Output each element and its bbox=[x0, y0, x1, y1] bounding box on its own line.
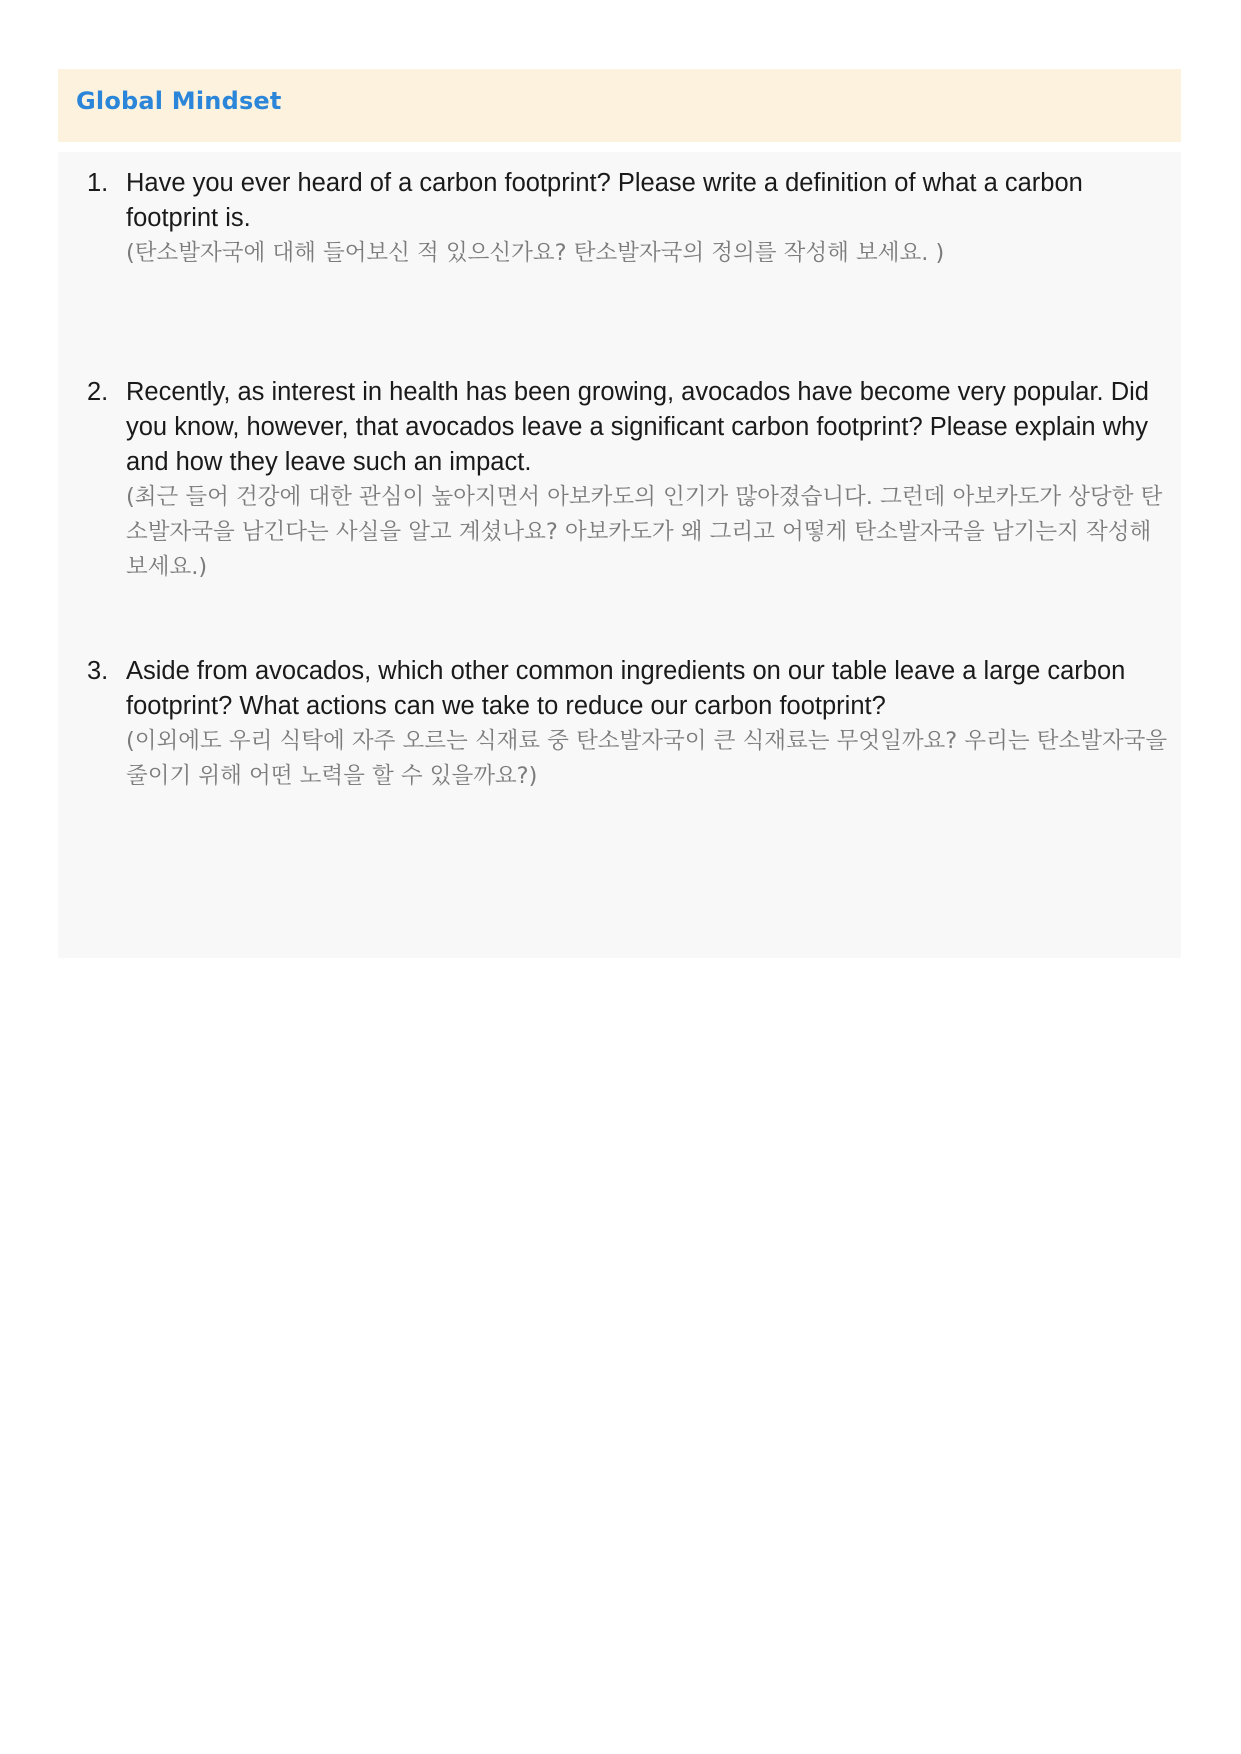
section-title: Global Mindset bbox=[76, 87, 282, 115]
question-text-korean: (최근 들어 건강에 대한 관심이 높아지면서 아보카도의 인기가 많아졌습니다. 그런데 아보카도가 상당한 탄소발자국을 남긴다는 사실을 알고 계셨나요? 아보카도가 왜 그리고 어떻게 탄소발자국을 남기는지 작성해 보세요.) bbox=[126, 484, 1163, 580]
question-text-english: Have you ever heard of a carbon footprint? Please write a definition of what a carbon footprint is. bbox=[126, 169, 1083, 232]
question-text-korean: (탄소발자국에 대해 들어보신 적 있으신가요? 탄소발자국의 정의를 작성해 보세요. ) bbox=[126, 240, 945, 266]
question-number: 3. bbox=[87, 657, 109, 685]
question-body bbox=[126, 654, 1171, 794]
question-text-english: Aside from avocados, which other common ingredients on our table leave a large carbon footprint? What actions can we take to reduce our carbon footprint? bbox=[126, 657, 1126, 720]
question-number: 2. bbox=[87, 378, 109, 406]
questions-panel bbox=[58, 152, 1181, 958]
question-number: 1. bbox=[87, 169, 109, 197]
question-text-korean: (이외에도 우리 식탁에 자주 오르는 식재료 중 탄소발자국이 큰 식재료는 무엇일까요? 우리는 탄소발자국을 줄이기 위해 어떤 노력을 할 수 있을까요?) bbox=[126, 728, 1168, 789]
question-body bbox=[126, 166, 1171, 271]
section-header bbox=[58, 69, 1181, 142]
question-body bbox=[126, 375, 1171, 585]
question-text-english: Recently, as interest in health has been growing, avocados have become very popular. Did you know, however, that avocados leave a significant carbon footprint? Please explain why and how they leave such an impact. bbox=[126, 378, 1149, 476]
